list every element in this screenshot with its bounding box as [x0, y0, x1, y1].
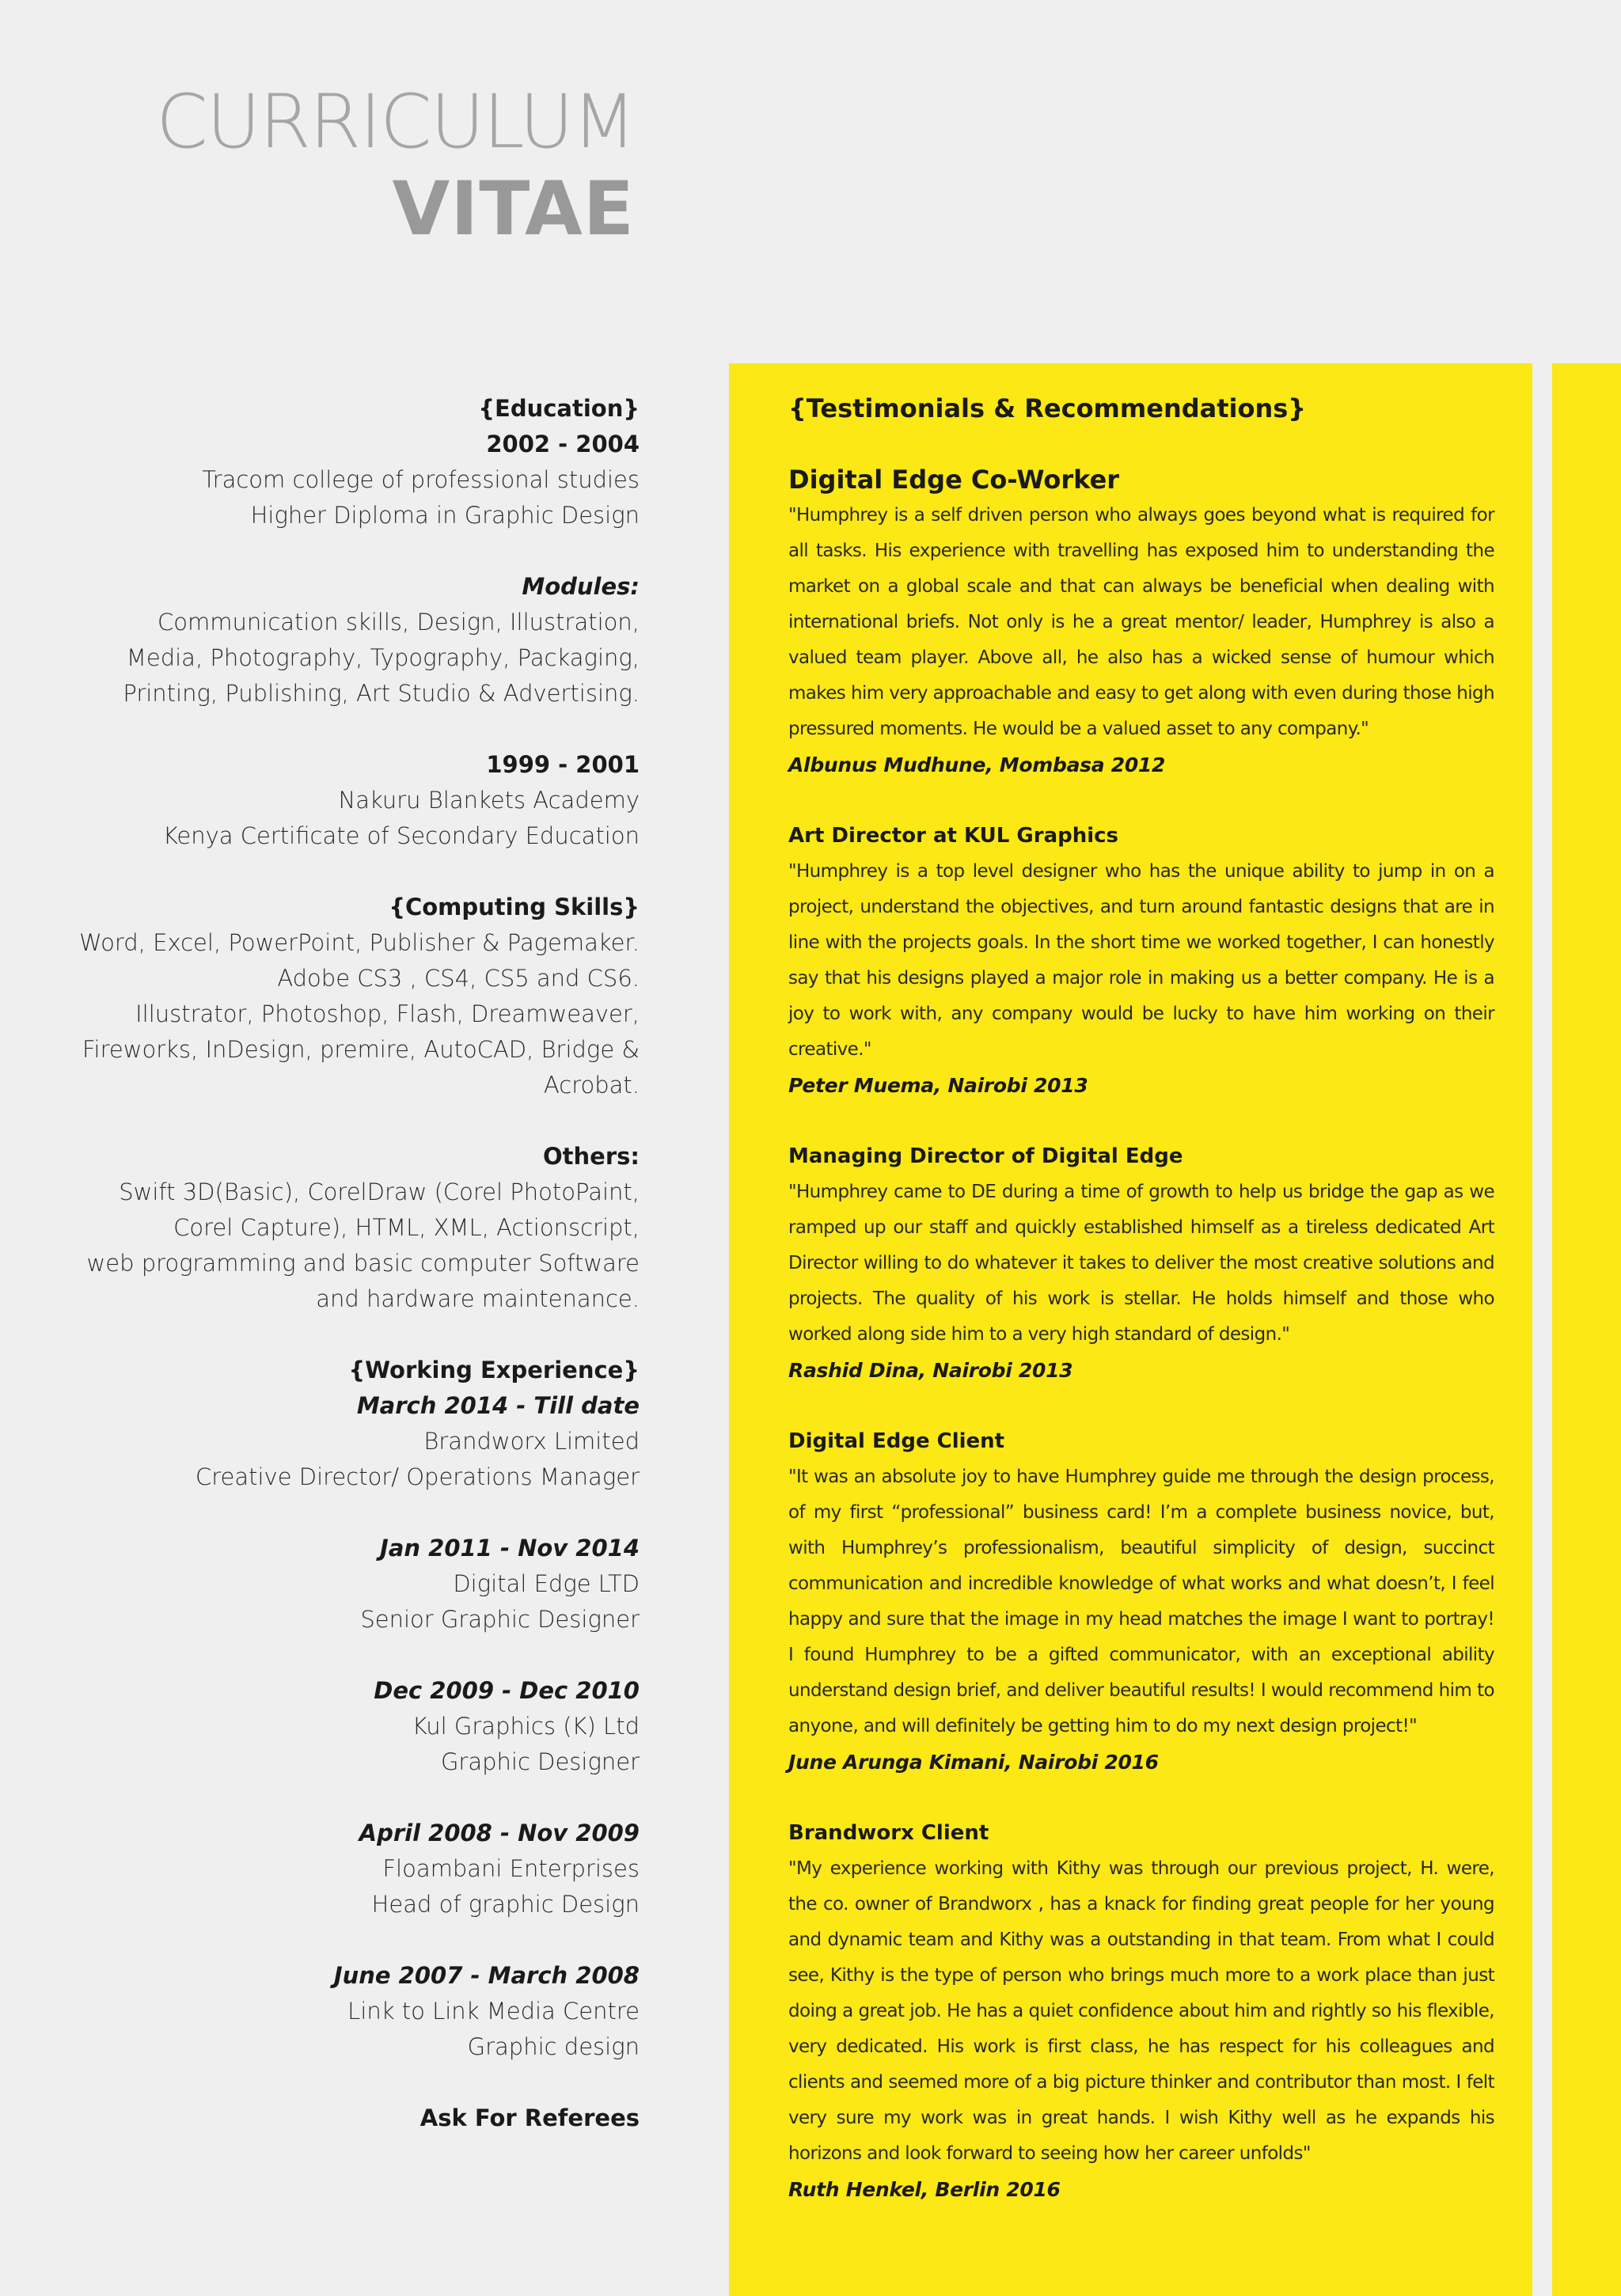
job-role: Graphic Designer [440, 1748, 640, 1775]
experience-job-3 [70, 1673, 640, 1780]
computing-section [70, 890, 640, 1103]
testimonial-signature: Ruth Henkel, Berlin 2016 [788, 2178, 1061, 2201]
computing-heading: {Computing Skills} [389, 894, 640, 920]
experience-job-4 [70, 1816, 640, 1922]
education-heading: {Education} [478, 395, 640, 422]
experience-job-5 [70, 1958, 640, 2065]
computing-line: Acrobat. [543, 1072, 640, 1099]
testimonial-signature: Rashid Dina, Nairobi 2013 [788, 1359, 1073, 1382]
job-period: June 2007 - March 2008 [333, 1962, 640, 1989]
computing-line: Word, Excel, PowerPoint, Publisher & Pagemaker. [79, 929, 640, 956]
testimonials-panel [729, 363, 1532, 2296]
testimonial-signature: Peter Muema, Nairobi 2013 [788, 1074, 1088, 1097]
testimonial-title: Digital Edge Client [788, 1429, 1005, 1453]
testimonial-title: Art Director at KUL Graphics [788, 824, 1119, 848]
testimonial [788, 818, 1494, 1103]
decorative-stripe [1552, 363, 1621, 2296]
job-role: Graphic design [467, 2033, 640, 2060]
computing-line: Adobe CS3 , CS4, CS5 and CS6. [277, 965, 640, 992]
left-column [70, 391, 640, 2172]
job-company: Floambani Enterprises [382, 1855, 640, 1882]
job-company: Brandworx Limited [423, 1428, 640, 1455]
job-role: Head of graphic Design [371, 1891, 640, 1918]
others-section [70, 1139, 640, 1317]
testimonial-body: "My experience working with Kithy was through our previous project, H. were, the co. owner of Brandworx , has a knack for finding great people for her young and dynamic team and Kithy was a outstanding in that team. From what I could see, Kithy is the type of person who brings much more to a work place than just doing a great job. He has a quiet confidence about him and rightly so his flexible, very dedicated. His work is first class, he has respect for his colleagues and clients and seemed more of a big picture thinker and contributor than most. I felt very sure my work was in great hands. I wish Kithy well as he expands his horizons and look forward to seeing how her career unfolds" [788, 1858, 1494, 2164]
header-vitae: VITAE [392, 166, 635, 252]
computing-line: Illustrator, Photoshop, Flash, Dreamweaver, [135, 1000, 640, 1027]
education-school-1: Tracom college of professional studies [202, 466, 640, 493]
testimonial-title: Digital Edge Co-Worker [788, 465, 1120, 495]
education-period-1: 2002 - 2004 [486, 431, 640, 457]
job-role: Senior Graphic Designer [360, 1606, 640, 1633]
testimonial [788, 462, 1494, 783]
testimonial-signature: June Arunga Kimani, Nairobi 2016 [788, 1751, 1159, 1774]
education-school-2: Nakuru Blankets Academy [338, 787, 640, 814]
testimonial-title: Managing Director of Digital Edge [788, 1144, 1183, 1168]
testimonials-heading: {Testimonials & Recommendations} [788, 393, 1307, 423]
computing-line: Fireworks, InDesign, premire, AutoCAD, Bridge & [82, 1036, 640, 1063]
others-heading: Others: [543, 1143, 640, 1170]
testimonial-body: "Humphrey is a top level designer who has the unique ability to jump in on a project, understand the objectives, and turn around fantastic designs that are in line with the projects goals. In the short time we worked together, I can honestly say that his designs played a major role in making us a better company. He is a joy to work with, any company would be lucky to have him working on their creative." [788, 861, 1494, 1060]
job-company: Link to Link Media Centre [347, 1998, 640, 2025]
testimonial [788, 1424, 1494, 1780]
testimonial [788, 1139, 1494, 1388]
education-award-2: Kenya Certificate of Secondary Education [162, 822, 640, 849]
modules-line: Communication skills, Design, Illustration, [158, 609, 640, 636]
education-award-1: Higher Diploma in Graphic Design [250, 502, 640, 529]
job-company: Digital Edge LTD [453, 1570, 640, 1597]
modules-line: Media, Photography, Typography, Packaging, [126, 644, 640, 671]
job-period: March 2014 - Till date [356, 1392, 640, 1419]
modules-line: Printing, Publishing, Art Studio & Advertising. [123, 680, 640, 707]
education-period-2: 1999 - 2001 [486, 751, 640, 778]
others-line: Swift 3D(Basic), CorelDraw (Corel PhotoPaint, [119, 1178, 640, 1205]
testimonial-body: "It was an absolute joy to have Humphrey guide me through the design process, of my first “professional” business card! I’m a complete business novice, but, with Humphrey’s professionalism, beautiful simplicity of design, succinct communication and incredible knowledge of what works and what doesn’t, I feel happy and sure that the image in my head matches the image I want to portray! I found Humphrey to be a gifted communicator, with an exceptional ability understand design brief, and deliver beautiful results! I would recommend him to anyone, and will definitely be getting him to do my next design project!" [788, 1467, 1494, 1736]
testimonial [788, 1816, 1494, 2207]
modules-heading: Modules: [522, 573, 640, 600]
experience-heading: {Working Experience} [348, 1357, 640, 1383]
testimonial-title: Brandworx Client [788, 1821, 989, 1845]
others-line: and hardware maintenance. [316, 1285, 640, 1312]
experience-job-1 [70, 1353, 640, 1495]
job-period: Dec 2009 - Dec 2010 [374, 1677, 640, 1704]
job-company: Kul Graphics (K) Ltd [412, 1713, 640, 1740]
header-curriculum: CURRICULUM [156, 79, 635, 165]
modules-section [70, 569, 640, 712]
experience-job-2 [70, 1531, 640, 1638]
testimonial-body: "Humphrey came to DE during a time of growth to help us bridge the gap as we ramped up our staff and quickly established himself as a tireless dedicated Art Director willing to do whatever it takes to deliver the most creative solutions and projects. The quality of his work is stellar. He holds himself and those who worked along side him to a very high standard of design." [788, 1182, 1494, 1345]
testimonials-content [788, 391, 1494, 2243]
testimonial-signature: Albunus Mudhune, Mombasa 2012 [788, 753, 1166, 776]
job-period: Jan 2011 - Nov 2014 [380, 1535, 640, 1562]
job-role: Creative Director/ Operations Manager [195, 1463, 640, 1490]
job-period: April 2008 - Nov 2009 [359, 1820, 640, 1846]
testimonial-body: "Humphrey is a self driven person who always goes beyond what is required for all tasks. His experience with travelling has exposed him to understanding the market on a global scale and that can always be beneficial when dealing with international briefs. Not only is he a great mentor/ leader, Humphrey is also a valued team player. Above all, he also has a wicked sense of humour which makes him very approachable and easy to get along with even during those high pressured moments. He would be a valued asset to any company." [788, 505, 1494, 739]
referees-section [70, 2101, 640, 2136]
cv-header [156, 79, 635, 253]
education-section [70, 391, 640, 533]
referees-note: Ask For Referees [419, 2104, 640, 2131]
others-line: web programming and basic computer Software [86, 1250, 640, 1277]
education-secondary [70, 747, 640, 854]
others-line: Corel Capture), HTML, XML, Actionscript, [173, 1214, 640, 1241]
